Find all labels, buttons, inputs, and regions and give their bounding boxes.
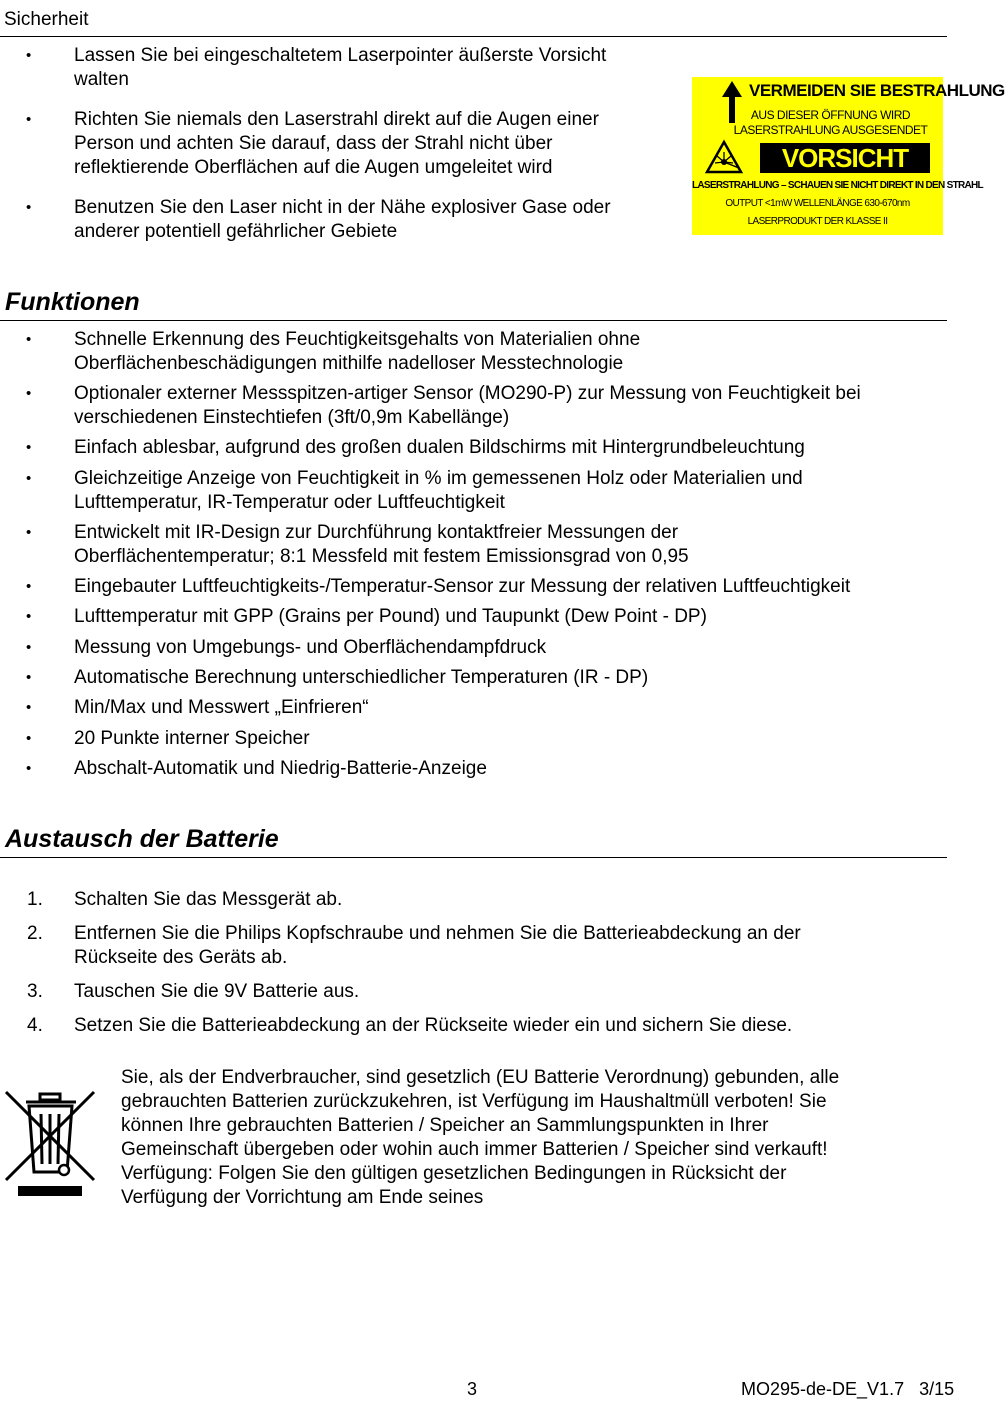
bullet-glyph: • — [26, 608, 32, 625]
bullet-glyph: • — [26, 760, 32, 777]
label-line-2: AUS DIESER ÖFFNUNG WIRD — [750, 108, 911, 122]
bullet-glyph: • — [26, 639, 32, 656]
vorsicht-banner: VORSICHT — [760, 143, 930, 173]
bullet-glyph: • — [26, 730, 32, 747]
function-item: Eingebauter Luftfeuchtigkeits-/Temperatur-Sensor zur Messung der relativen Luftfeuchtigkeit — [74, 576, 851, 597]
step-text: Schalten Sie das Messgerät ab. — [74, 889, 343, 910]
function-item: Schnelle Erkennung des Feuchtigkeitsgehalts von Materialien ohne Oberflächenbeschädigungen mithilfe nadelloser Messtechnologie — [74, 329, 641, 374]
step-number: 4. — [27, 1015, 43, 1036]
bullet-glyph: • — [26, 331, 32, 348]
divider — [0, 857, 947, 858]
divider — [0, 320, 947, 321]
document-id: MO295-de-DE_V1.7 3/15 — [741, 1379, 955, 1399]
function-item: Messung von Umgebungs- und Oberflächendampfdruck — [74, 637, 547, 658]
step-text: Entfernen Sie die Philips Kopfschraube und nehmen Sie die Batterieabdeckung an der Rückseite des Geräts ab. — [74, 923, 801, 968]
step-number: 2. — [27, 923, 43, 944]
function-item: 20 Punkte interner Speicher — [74, 728, 310, 749]
function-item: Abschalt-Automatik und Niedrig-Batterie-Anzeige — [74, 758, 487, 779]
step-text: Setzen Sie die Batterieabdeckung an der Rückseite wieder ein und sichern Sie diese. — [74, 1015, 793, 1036]
crossed-bin-icon — [4, 1088, 96, 1200]
function-item: Min/Max und Messwert „Einfrieren“ — [74, 697, 369, 718]
function-item: Einfach ablesbar, aufgrund des großen dualen Bildschirms mit Hintergrundbeleuchtung — [74, 437, 805, 458]
bullet-glyph: • — [26, 385, 32, 402]
bullet-glyph: • — [26, 199, 32, 216]
safety-item: Richten Sie niemals den Laserstrahl direkt auf die Augen einer Person und achten Sie darauf, dass der Strahl nicht über reflektierende Oberflächen auf die Augen umgeleitet wird — [74, 109, 599, 178]
bullet-glyph: • — [26, 699, 32, 716]
bullet-glyph: • — [26, 524, 32, 541]
bullet-glyph: • — [26, 439, 32, 456]
step-text: Tauschen Sie die 9V Batterie aus. — [74, 981, 360, 1002]
bullet-glyph: • — [26, 470, 32, 487]
function-item: Lufttemperatur mit GPP (Grains per Pound) und Taupunkt (Dew Point - DP) — [74, 606, 707, 627]
section-heading-safety: Sicherheit — [4, 9, 89, 30]
function-item: Optionaler externer Messspitzen-artiger Sensor (MO290-P) zur Messung von Feuchtigkeit bei verschiedenen Einstechtiefen (3ft/0,9m Kabellänge) — [74, 383, 861, 428]
label-line-3: LASERSTRAHLUNG AUSGESENDET — [733, 123, 928, 137]
safety-item: Benutzen Sie den Laser nicht in der Nähe explosiver Gase oder anderer potentiell gefährlicher Gebiete — [74, 197, 611, 242]
bullet-glyph: • — [26, 111, 32, 128]
step-number: 3. — [27, 981, 43, 1002]
section-heading-battery: Austausch der Batterie — [5, 825, 279, 853]
disposal-paragraph: Sie, als der Endverbraucher, sind gesetzlich (EU Batterie Verordnung) gebunden, alle gebrauchten Batterien zurückzukehren, ist Verfügung im Haushaltmüll verboten! Sie können Ihre gebrauchten Batterien / Speicher an Sammlungspunkten in Ihrer Gemeinschaft übergeben oder wohin auch immer Batterien / Speicher sind verkauft! Verfügung: Folgen Sie den gültigen gesetzlichen Bedingungen in Rücksicht der Verfügung der Vorrichtung am Ende seines — [121, 1067, 840, 1208]
step-number: 1. — [27, 889, 43, 910]
label-line-1: VERMEIDEN SIE BESTRAHLUNG — [749, 81, 1005, 100]
bullet-glyph: • — [26, 669, 32, 686]
laser-warning-icon — [706, 141, 742, 173]
function-item: Entwickelt mit IR-Design zur Durchführung kontaktfreier Messungen der Oberflächentemperatur; 8:1 Messfeld mit festem Emissionsgrad von 0,95 — [74, 522, 689, 567]
divider — [0, 36, 947, 37]
function-item: Gleichzeitige Anzeige von Feuchtigkeit in % im gemessenen Holz oder Materialien und Lufttemperatur, IR-Temperatur oder Luftfeuchtigkeit — [74, 468, 803, 513]
bullet-glyph: • — [26, 47, 32, 64]
function-item: Automatische Berechnung unterschiedlicher Temperaturen (IR - DP) — [74, 667, 649, 688]
laser-warning-label — [692, 77, 1005, 235]
bullet-glyph: • — [26, 578, 32, 595]
label-line-6: LASERPRODUKT DER KLASSE II — [747, 216, 888, 227]
section-heading-functions: Funktionen — [5, 288, 140, 316]
label-line-5: OUTPUT <1mW WELLENLÄNGE 630-670nm — [725, 198, 910, 209]
page-number: 3 — [467, 1379, 478, 1399]
label-line-4: LASERSTRAHLUNG – SCHAUEN SIE NICHT DIREKT IN DEN STRAHL — [692, 180, 983, 191]
safety-item: Lassen Sie bei eingeschaltetem Laserpointer äußerste Vorsicht walten — [74, 45, 607, 90]
